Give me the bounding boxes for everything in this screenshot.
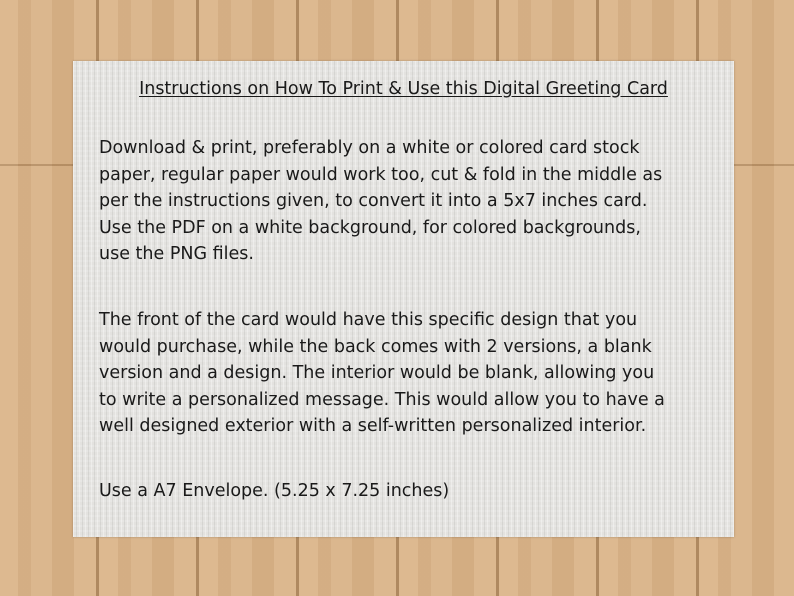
text-line: The front of the card would have this specific design that you xyxy=(99,310,638,330)
text-line: Use a A7 Envelope. (5.25 x 7.25 inches) xyxy=(99,481,450,501)
envelope-paragraph xyxy=(99,478,719,505)
instructions-card xyxy=(73,61,734,537)
text-line: version and a design. The interior would be blank, allowing you xyxy=(99,363,655,383)
text-line: to write a personalized message. This would allow you to have a xyxy=(99,389,665,410)
card-design-paragraph xyxy=(99,307,719,440)
instructions-heading: Instructions on How To Print & Use this Digital Greeting Card xyxy=(139,79,668,99)
print-instructions-paragraph xyxy=(99,135,719,268)
text-line: well designed exterior with a self-written personalized interior. xyxy=(99,416,647,436)
text-line: Use the PDF on a white background, for colored backgrounds, xyxy=(99,217,641,238)
text-line: paper, regular paper would work too, cut & fold in the middle as xyxy=(99,164,663,185)
text-line: use the PNG files. xyxy=(99,244,254,264)
text-line: per the instructions given, to convert it into a 5x7 inches card. xyxy=(99,191,648,211)
text-line: Download & print, preferably on a white or colored card stock xyxy=(99,138,640,158)
text-line: would purchase, while the back comes with 2 versions, a blank xyxy=(99,336,652,357)
